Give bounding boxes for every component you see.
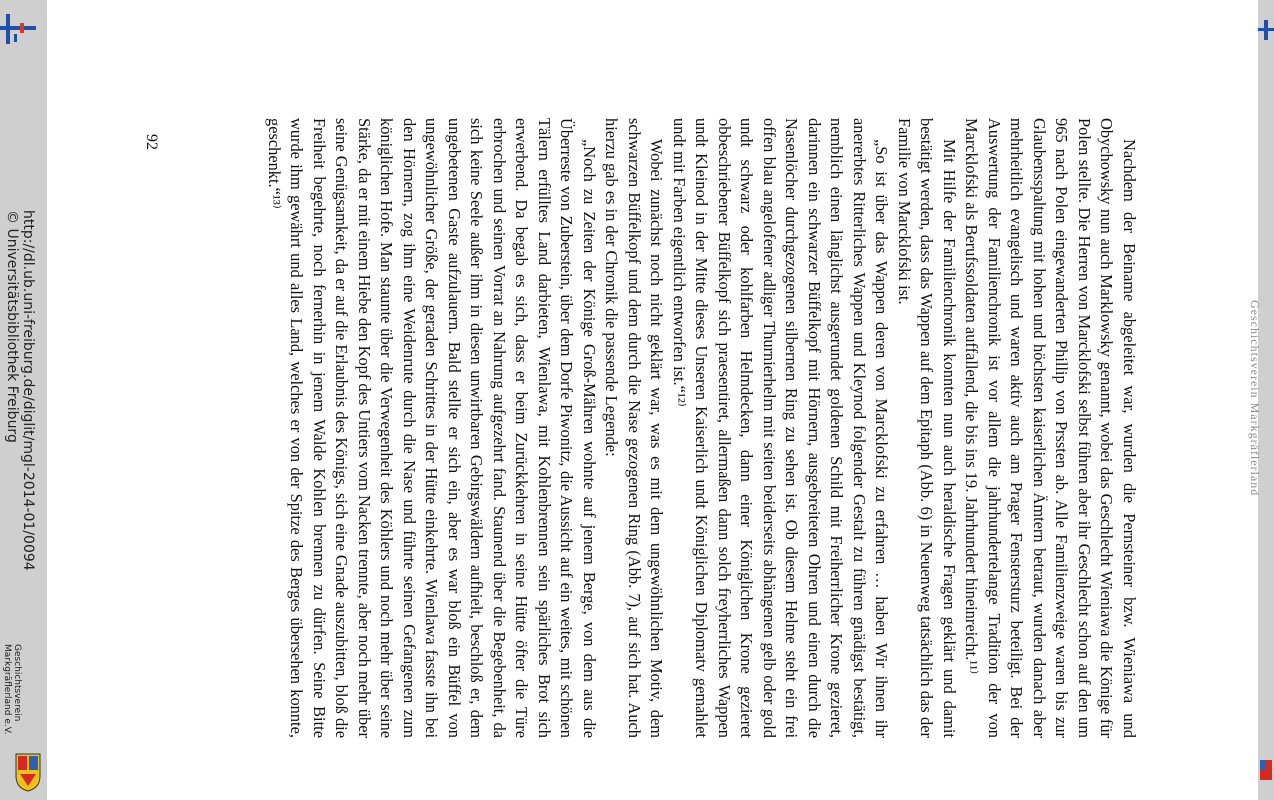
paragraph-1: Nachdem der Beiname abgeleitet war, wurden die Pernsteiner bzw. Wieniawa und Obychowsky nun auch Marklowsky genannt, wobei das Geschlecht Wieniawa die Könige für Polen stellte. Die Herren von Marcklofski selbst führen aber ihr Geschlecht schon auf den um 965 nach Polen eingewanderten Phillip von Prssten ab. Alle Familienzweige waren bis zur Glaubensspaltung mit hohen und höchsten kaiserlichen Ämtern betraut, wurden danach aber mehrheitlich evangelisch und waren aktiv auch am Prager Fenstersturz beteiligt. Bei der Auswertung der Familienchronik ist vor allem die jahrhundertelange Tradition der von Marcklofski als Berufssoldaten auffallend, die bis ins 19. Jahrhundert hineinreicht.¹¹⁾	[962, 118, 1139, 738]
copyright-notice: © Universitätsbibliothek Freiburg	[4, 210, 20, 443]
cut-off-header-text: Geschichtsverein Markgräflerland	[1248, 300, 1262, 497]
source-url[interactable]: http://dl.ub.uni-freiburg.de/diglit/mgl-2014-01/0094	[20, 210, 36, 571]
crest-partial-icon	[1260, 760, 1272, 780]
source-url-vertical	[4, 210, 36, 571]
coat-of-arms-icon	[14, 752, 42, 792]
society-name-line1: Geschichtsverein	[12, 644, 22, 722]
paragraph-5-legend: „Noch zu Zeiten der Könige Groß-Mähren wohnte auf jenem Berge, von dem aus die Überreste von Zuberstein, über dem Dorfe Piwonitz, die Aussicht auf ein weites, mit schönen Tälern erfülltes Land darbieten, Wienlawa, mit Kohlenbrennen sein spärliches Brot sich erwerbend. Da begab es sich, dass er beim Zurückkehren in seine Hütte öfter die Türe erbrochen und seinen Vorrat an Nahrung aufgezehrt fand. Staunend über die Begebenheit, da sich keine Seele außer ihm in diesen unwirtbaren Gebirgswäldern aufhielt, beschloß er, dem ungebetenen Gaste aufzulauern. Bald stellte er sich ein, aber es war bloß ein Büffel von ungewöhnlicher Größe, der geraden Schrittes in der Hütte einkehrte. Wienlawa fasste ihn bei den Hörnern, zog ihm eine Weidenrute durch die Nase und führte seinen Gefangenen zum königlichen Hofe. Man staunte über die Verwegenheit des Köhlers und noch mehr über seine Stärke, da er mit einem Hiebe den Kopf des Untiers vom Nacken trennte, aber noch mehr über seine Genügsamkeit, da er auf die Erlaubnis des Königs, sich eine Gnade auszubitten, bloß die Freiheit begehrte, noch fernerhin in jenem Walde Kohlen brennen zu dürfen. Seine Bitte wurde ihm gewährt und alles Land, welches er von der Spitze des Berges übersehen konnte, geschenkt.“¹³⁾	[265, 118, 599, 738]
paragraph-3-quote: „So ist über das Wappen deren von Marcklofski zu erfahren … haben Wir ihnen ihr anererbtes Ritterliches Wappen und Kleynod folgender Gestalt zu führen gnädigst bestätigt, nemblich einen länglichst ausgerundet goldenen Schild mit Freiherrlicher Krone gezieret, darinnen ein schwarzer Büffelkopf mit Hörnern, ausgebreiteten Ohren und einen durch die Nasenlöcher durchgezogenen silbernen Ring zu sehen ist. Ob diesem Helme steht ein frei offen blau angelofener adliger Thurnierhelm mit seiten beiderseits abhängenen gelb oder gold undt schwarz oder kohlfarben Helmdecken, dann einer Königlichen Krone gezieret obbeschriebener Büffelkopf sich praesentiret, allermaßen dann solch freyherrliches Wappen undt Kleinod in der Mitte dieses Unseren Kaiserlich undt Königlichen Diplomatv gemahlet undt mit Farben eigentlich entworfen ist.“¹²⁾	[670, 118, 892, 738]
paragraph-4: Wobei zunächst noch nicht geklärt war, was es mit dem ungewöhnlichen Motiv, dem schwarzen Büffelkopf und dem durch die Nase gezogenen Ring (Abb. 7), auf sich hat. Auch hierzu gab es in der Chronik die passende Legende:	[602, 118, 667, 738]
rotated-document-page	[263, 118, 1141, 738]
page-number: 92	[143, 134, 160, 150]
society-name-line2: Markgräflerland e.V.	[2, 644, 12, 735]
left-sidebar-strip	[0, 0, 47, 800]
library-logo-icon	[0, 14, 36, 44]
library-logo-partial-icon	[1258, 20, 1274, 40]
paragraph-2: Mit Hilfe der Familienchronik konnten nun auch heraldische Fragen geklärt und damit bestätigt werden, dass das Wappen auf dem Epitaph (Abb. 6) in Neuenweg tatsächlich das der Familie von Marcklofski ist.	[895, 118, 959, 738]
society-name-vertical	[2, 644, 22, 735]
